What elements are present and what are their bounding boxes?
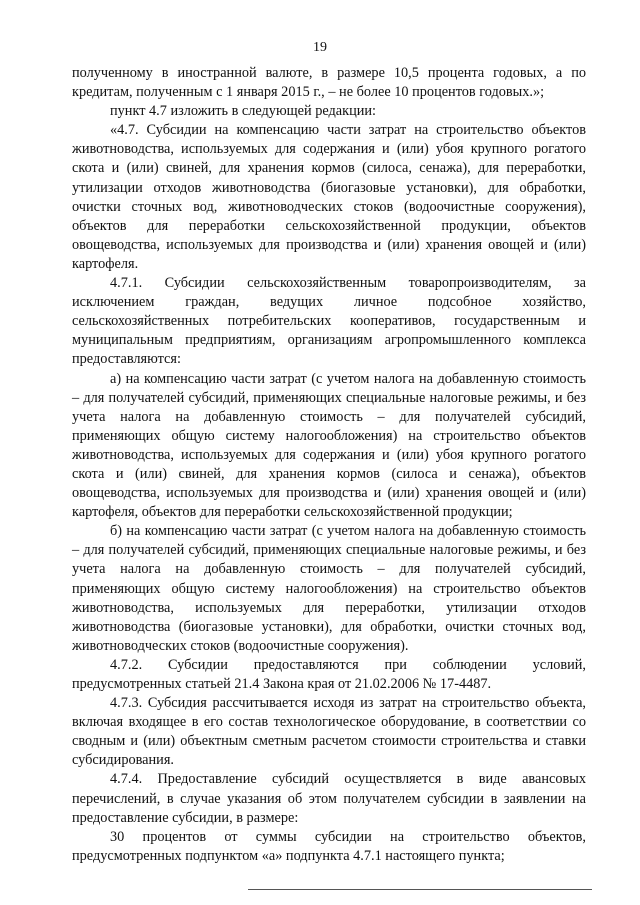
paragraph-continuation: полученному в иностранной валюте, в размере 10,5 процента годовых, а по кредитам, полученным с 1 января 2015 г., – не более 10 процентов годовых.»; [72, 65, 586, 101]
paragraph-4-7: «4.7. Субсидии на компенсацию части затрат на строительство объектов животноводства, используемых для содержания и (или) убоя крупного рогатого скота и (или) свиней, для хранения кормов (силоса, сенажа), для переработки, утилизации отходов животноводства (биогазовые установки), для обработки, очистки сточных вод, животноводческих стоков (водоочистные сооружения), объектов для переработки сельскохозяйственной продукции, объектов овощеводства, используемых для производства и (или) хранения овощей и (или) картофеля. [72, 122, 586, 272]
paragraph-4-7-4: 4.7.4. Предоставление субсидий осуществляется в виде авансовых перечислений, в случае указания об этом получателем субсидии в заявлении на предоставление субсидии, в размере: [72, 771, 586, 826]
paragraph-4-7-2: 4.7.2. Субсидии предоставляются при соблюдении условий, предусмотренных статьей 21.4 Закона края от 21.02.2006 № 17-4487. [72, 656, 586, 692]
paragraph-4-7-3: 4.7.3. Субсидия рассчитывается исходя из затрат на строительство объекта, включая входящее в его состав технологическое оборудование, в соответствии со сводным и (или) объектным сметным расчетом стоимости строительства и ставки субсидирования. [72, 695, 586, 769]
footer-rule [248, 889, 592, 890]
page-number: 19 [313, 40, 327, 55]
paragraph-4-7-1-b: б) на компенсацию части затрат (с учетом налога на добавленную стоимость – для получателей субсидий, применяющих специальные налоговые режимы, и без учета налога на добавленную стоимость – для получателей субсидий, применяющих общую систему налогообложения) на строительство объектов животноводства, используемых для переработки, утилизации отходов животноводства (биогазовые установки), для обработки, очистки сточных вод, животноводческих стоков (водоочистные сооружения). [72, 523, 586, 654]
document-body [72, 64, 586, 866]
paragraph-4-7-1-a: а) на компенсацию части затрат (с учетом налога на добавленную стоимость – для получателей субсидий, применяющих специальные налоговые режимы, и без учета налога на добавленную стоимость – для получателей субсидий, применяющих общую систему налогообложения) на строительство объектов животноводства, используемых для содержания и (или) убоя крупного рогатого скота и (или) свиней, для хранения кормов (силоса и сенажа), объектов овощеводства, используемых для производства и (или) хранения овощей и (или) картофеля, объектов для переработки сельскохозяйственной продукции; [72, 370, 586, 521]
paragraph-4-7-1: 4.7.1. Субсидии сельскохозяйственным товаропроизводителям, за исключением граждан, ведущих личное подсобное хозяйство, сельскохозяйственных потребительских кооперативов, государственным и муниципальным предприятиям, организациям агропромышленного комплекса предоставляются: [72, 275, 586, 368]
paragraph-advance-30-percent: 30 процентов от суммы субсидии на строительство объектов, предусмотренных подпунктом «а» подпункта 4.7.1 настоящего пункта; [72, 828, 586, 864]
paragraph-amendment-intro: пункт 4.7 изложить в следующей редакции: [110, 103, 377, 120]
